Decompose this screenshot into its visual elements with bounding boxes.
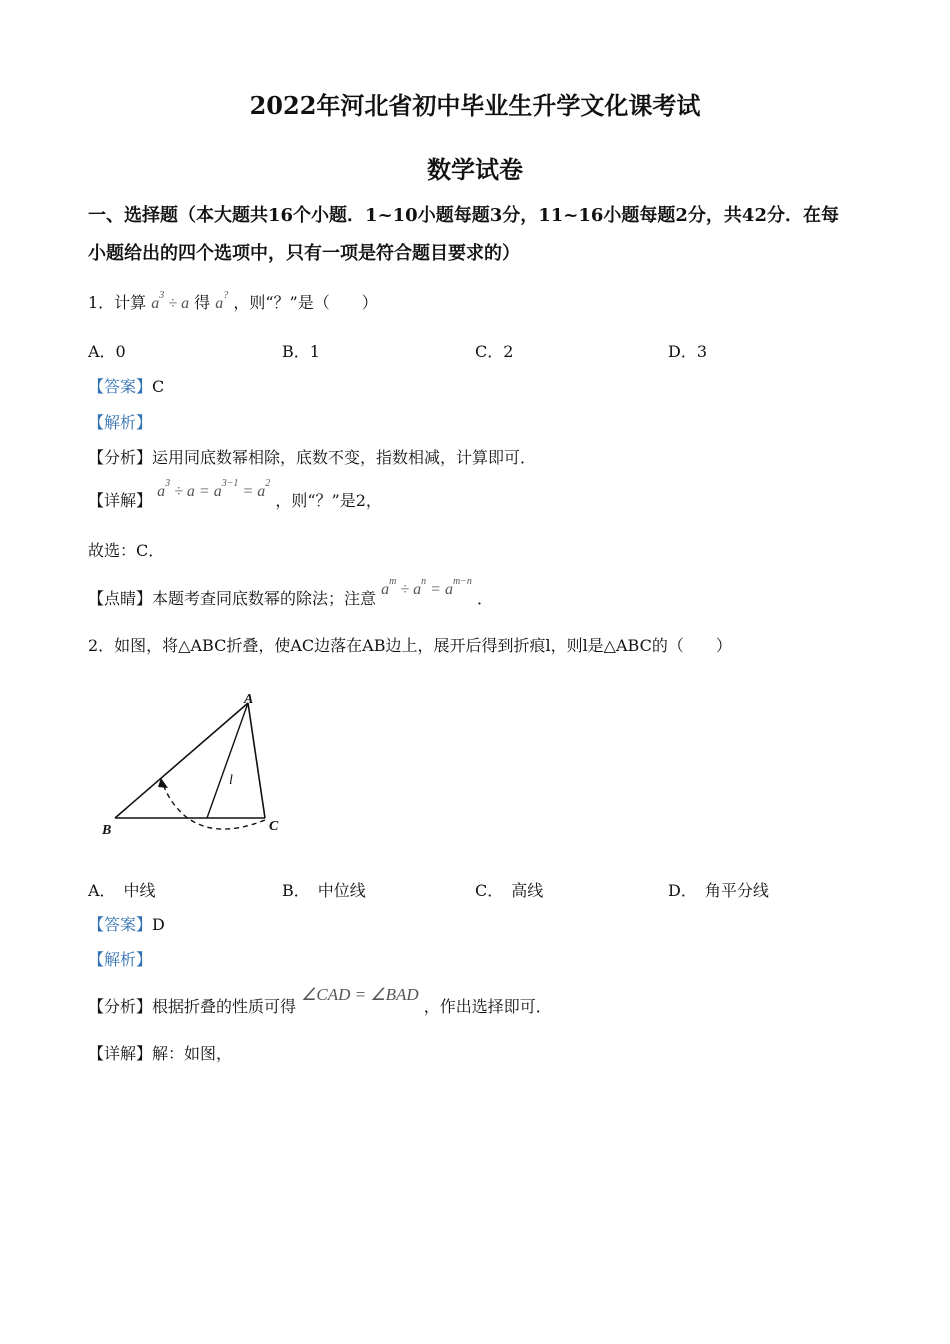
q1-dianjing-tag: 【点睛】 [88, 589, 153, 608]
page-subtitle: 数学试卷 [427, 155, 523, 184]
q1-guxuan: 故选：C． [88, 541, 165, 560]
q1-formula-expression: $a^3 \div a$ [151, 289, 190, 312]
fold-arc-dashed [163, 784, 265, 829]
label-c: C [269, 819, 279, 834]
q2-fenxi-suffix: ，作出选择即可． [423, 997, 552, 1016]
q1-formula-result: a? [215, 289, 229, 312]
q2-answer [88, 912, 165, 935]
q2-xiangjie-text: 解：如图， [152, 1044, 233, 1063]
q1-answer [88, 374, 164, 397]
q1-xiangjie-tag: 【详解】 [88, 491, 153, 510]
q2-xiangjie [88, 1041, 232, 1064]
q1-analysis-tag: 【解析】 [88, 413, 153, 432]
page-title: 2022年河北省初中毕业生升学文化课考试 [249, 91, 701, 120]
q1-dianjing [88, 575, 494, 609]
q1-answer-value: C [152, 377, 165, 396]
label-b: B [102, 823, 112, 838]
q2-option-b: B． 中位线 [282, 881, 366, 900]
q1-answer-tag: 【答案】 [88, 377, 153, 396]
section-heading-line1: 一、选择题（本大题共16个小题．1~10小题每题3分，11~16小题每题2分，共42分．在每 [88, 205, 839, 226]
q1-option-a: A．0 [88, 342, 126, 361]
q1-dianjing-end: ． [477, 589, 494, 608]
triangle-side-ac [248, 703, 265, 818]
q2-xiangjie-tag: 【详解】 [88, 1044, 153, 1063]
q1-fenxi [88, 445, 536, 468]
q2-fenxi-formula: ∠CAD = ∠BAD [301, 985, 419, 1004]
q2-answer-tag: 【答案】 [88, 915, 153, 934]
q1-xiangjie [88, 477, 382, 511]
q1-stem-prefix: 1．计算 [88, 293, 147, 312]
q2-option-c: C． 高线 [475, 881, 544, 900]
q2-fenxi-text: 根据折叠的性质可得 [152, 997, 297, 1016]
q2-option-d: D． 角平分线 [668, 881, 769, 900]
q1-stem-mid: 得 [194, 293, 211, 312]
q2-fenxi-tag: 【分析】 [88, 997, 153, 1016]
q2-triangle-figure [95, 688, 295, 838]
q1-xiangjie-formula: $a^3 \div a = a^{3-1} = a^2$ [157, 477, 271, 500]
q2-answer-value: D [152, 915, 165, 934]
q1-stem-suffix: ，则“？”是（ ） [233, 293, 378, 312]
q1-option-c: C．2 [475, 342, 514, 361]
q2-analysis-tag: 【解析】 [88, 950, 153, 969]
q1-option-b: B．1 [282, 342, 320, 361]
q1-dianjing-text: 本题考查同底数幂的除法；注意 [152, 589, 377, 608]
q1-stem [88, 290, 378, 313]
q1-fenxi-text: 运用同底数幂相除，底数不变，指数相减，计算即可． [152, 448, 537, 467]
q1-fenxi-tag: 【分析】 [88, 448, 153, 467]
q2-option-a: A． 中线 [88, 881, 156, 900]
q1-option-d: D．3 [668, 342, 708, 361]
q2-stem: 2．如图，将△ABC折叠，使AC边落在AB边上，展开后得到折痕l，则l是△ABC的（ ） [88, 636, 732, 655]
section-heading-line2: 小题给出的四个选项中，只有一项是符合题目要求的） [88, 243, 520, 264]
label-a: A [244, 692, 254, 707]
q2-fenxi [88, 985, 552, 1017]
q1-dianjing-formula: $a^m \div a^n = a^{m-n}$ [381, 575, 472, 598]
label-l: l [229, 773, 233, 788]
q1-xiangjie-suffix: ，则“？”是2， [275, 491, 382, 510]
